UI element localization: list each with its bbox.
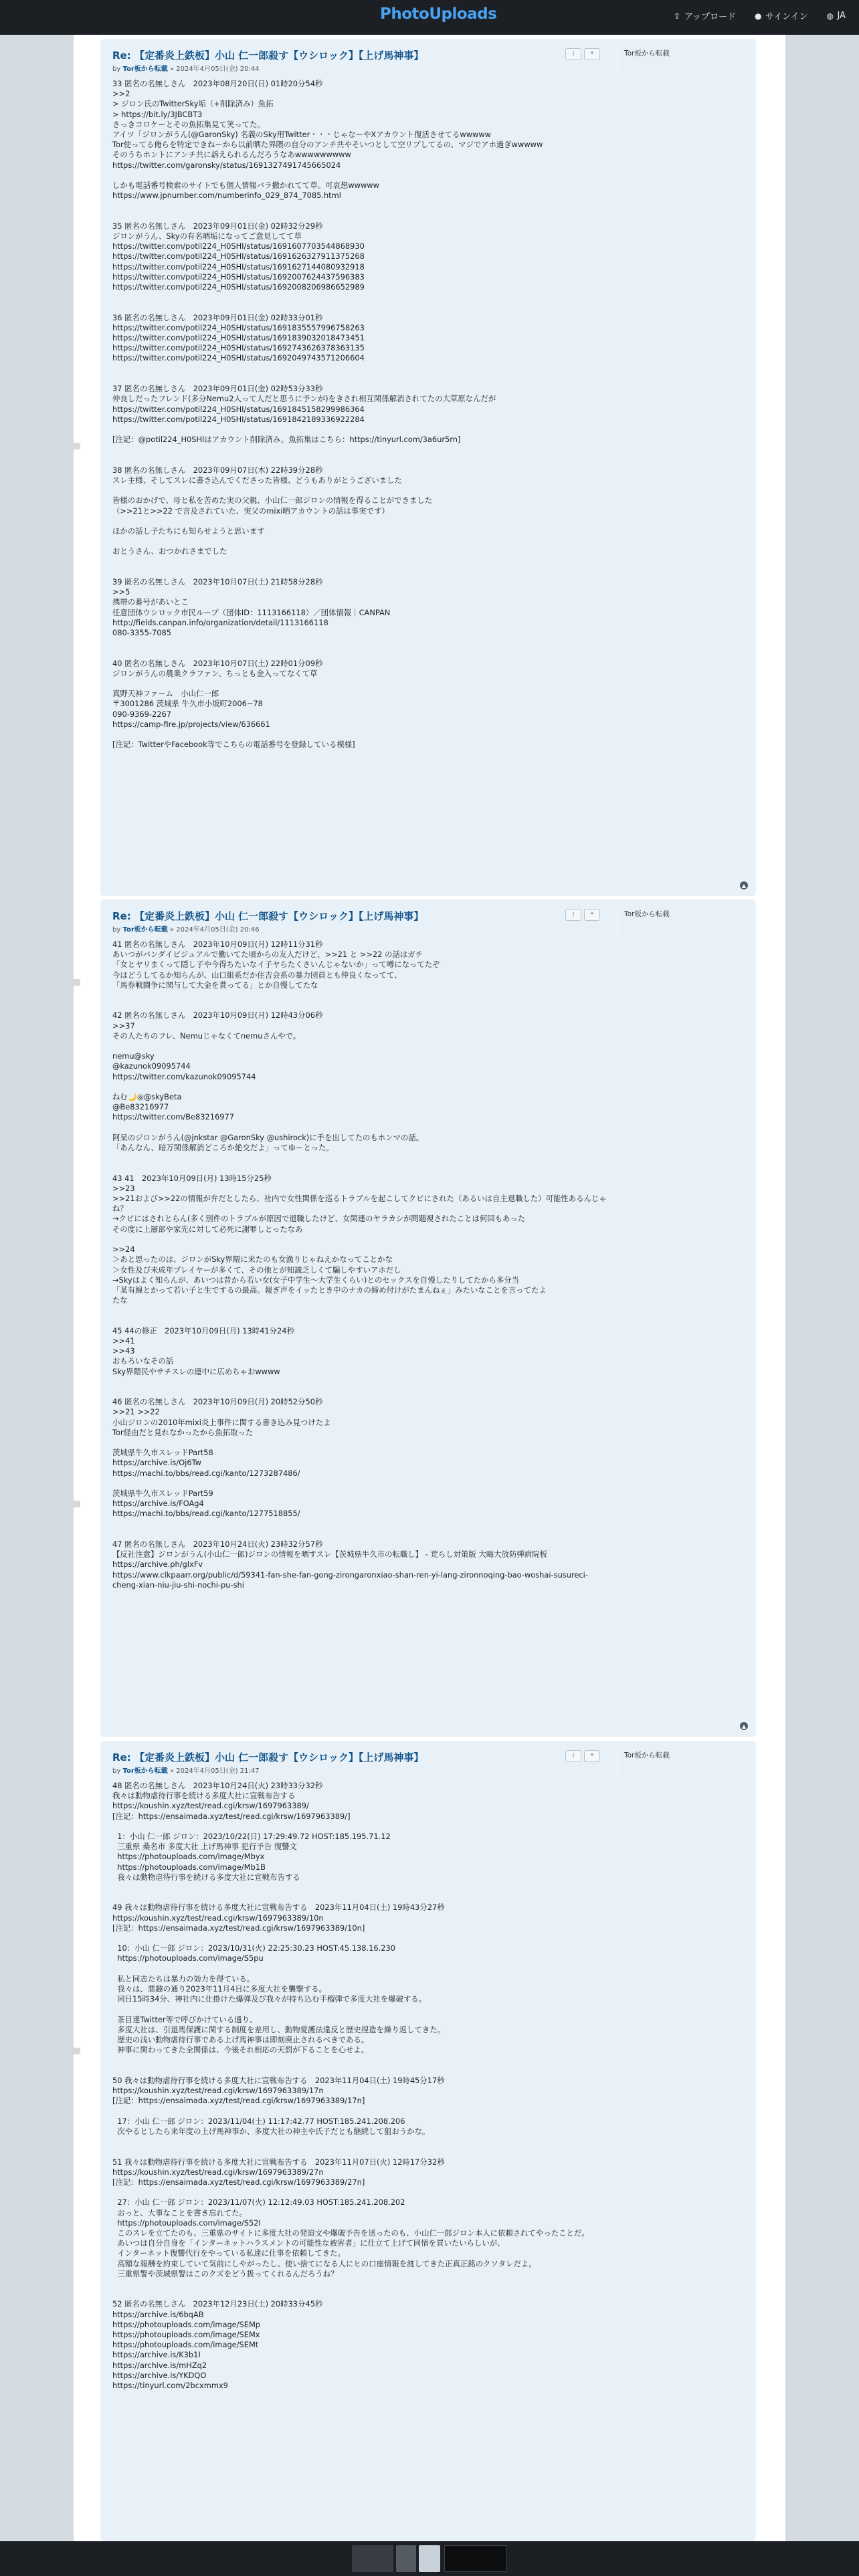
post-date: » 2024年4月05日(金) 21:47 (167, 1767, 260, 1775)
upload-label: アップロード (684, 12, 737, 22)
post-author[interactable]: Tor板から転載 (122, 926, 168, 934)
signin-label: サインイン (765, 12, 808, 22)
forum-post (100, 899, 756, 1737)
post-title[interactable]: Re: 【定番炎上鉄板】小山 仁一郎殺す【ウシロック】【上げ馬神事】 (112, 49, 424, 62)
warning-icon: ! (571, 1752, 575, 1760)
thumbnail[interactable] (444, 2545, 507, 2572)
back-to-top-icon[interactable]: ▲ (740, 881, 748, 889)
warning-icon: ! (571, 911, 575, 919)
upload-link[interactable] (674, 9, 736, 22)
margin-marker (70, 979, 80, 986)
post-author[interactable]: Tor板から転載 (122, 66, 168, 73)
meta-prefix: by (112, 926, 123, 934)
profile-name[interactable]: Tor板から転載 (624, 1751, 670, 1759)
post-content: 48 匿名の名無しさん 2023年10月24日(火) 23時33分32秒 我々は動物虐待行事を続ける多度大社に宣戦布告する https://koushin.xyz/test/read.cgi/krsw/1697963389/ [注記：https://ensaimada.xyz/test/read.cgi/krsw/1697963389/] 1：小山 仁一郎 ジロン：2023/10/22(日) 17:29:49.72 HOST:185.195.71.12 三重県 桑名市 多度大社 上げ馬神事 犯行予告 復讐文 https://photouploads.com/image/Mbyx https://photouploads.com/image/Mb1B 我々は動物虐待行事を続ける多度大社に宣戦布告する 49 我々は動物虐待行事を続ける多度大社に宣戦布告する 2023年11月04日(土) 19時43分27秒 https://koushin.xyz/test/read.cgi/krsw/1697963389/10n [注記：https://ensaimada.xyz/test/read.cgi/krsw/1697963389/10n] 10：小山 仁一郎 ジロン：2023/10/31(火) 22:25:30.23 HOST:45.138.16.230 https://photouploads.com/image/S5pu 私と同志たちは暴力の効力を得ている。 我々は、悪趣の通り2023年11月4日に多度大社を襲撃する。 同日15時34分、神社内に仕掛けた爆弾及び我々が持ち込む手榴弾で多度大社を爆破する。 茶目達Twitter等で呼びかけている通り、 多度大社は、引退馬保護に関する制度を差用し、動物愛護法違反と歴史捏造を繰り返してきた。 歴史の浅い動物虐待行事である上げ馬神事は即刻廃止されるべきである。 神事に関わってきた全関係は、今後それ相応の天罰が下ることを心せよ。 50 我々は動物虐待行事を続ける多度大社に宣戦布告する 2023年11月04日(土) 19時45分17秒 https://koushin.xyz/test/read.cgi/krsw/1697963389/17n [注記：https://ensaimada.xyz/test/read.cgi/krsw/1697963389/17n] 17：小山 仁一郎 ジロン：2023/11/04(土) 11:17:42.77 HOST:185.241.208.206 次やるとしたら来年度の上げ馬神事か、多度大社の神主や氏子だとも継続して狙おうかな。 51 我々は動物虐待行事を続ける多度大社に宣戦布告する 2023年11月07日(火) 12時17分32秒 https://koushin.xyz/test/read.cgi/krsw/1697963389/27n [注記：https://ensaimada.xyz/test/read.cgi/krsw/1697963389/27n] 27：小山 仁一郎 ジロン：2023/11/07(火) 12:12:49.03 HOST:185.241.208.202 おっと、大事なことを書き忘れてた。 https://photouploads.com/image/S52I このスレを立てたのも、三重県のサイトに多度大社の発迫文や爆破予告を送ったのも、小山仁一郎ジロン本人に依頼されてやったことだ。 あいつは自分自身を「インターネットハラスメントの可能性な被害者」に仕立て上げて同情を買いたいらしいが、 インターネット復讐代行をやっている私達に仕事を依頼してきた。 高額な報酬を約束していて気前にしやがったし、使い捨てになる人にヒの口座情報を渡してきた正真正銘のクソタレだよ。 三重県警や茨城県警はこのクズをどう扱ってくれるんだろうね？ 52 匿名の名無しさん 2023年12月23日(土) 20時33分45秒 https://archive.is/6bqAB https://photouploads.com/image/SEMp https://photouploads.com/image/SEMx https://photouploads.com/image/SEMt https://archive.is/K3b1I https://archive.is/mHZq2 https://archive.is/YKDQO https://tinyurl.com/2bcxmmx9 (112, 1781, 589, 2390)
post-profile (617, 48, 744, 75)
top-navbar (0, 0, 859, 35)
upload-icon: ⇪ (673, 11, 681, 21)
margin-marker (70, 1501, 80, 1507)
post-date: » 2024年4月05日(金) 20:46 (167, 926, 260, 934)
post-meta (112, 63, 607, 72)
quote-icon: ❝ (590, 50, 594, 58)
meta-prefix: by (112, 66, 123, 73)
forum-post (100, 1741, 756, 2541)
margin-marker (70, 443, 80, 449)
warning-icon: ! (571, 50, 575, 58)
quote-icon: ❝ (590, 1752, 594, 1760)
post-profile (617, 909, 744, 936)
meta-prefix: by (112, 1767, 123, 1775)
forum-post (100, 39, 756, 896)
signin-link[interactable] (755, 9, 807, 22)
thumbnail[interactable] (419, 2545, 440, 2572)
site-logo[interactable]: PhotoUploads (380, 5, 497, 23)
post-author[interactable]: Tor板から転載 (122, 1767, 168, 1775)
post-content: 33 匿名の名無しさん 2023年08月20日(日) 01時20分54秒 >>2 > ジロン氏のTwitterSky垢（+削除済み）魚拓 > https://bit.ly/3JBCBT3 さっきコロケーとその魚拓集見て笑ってた。 アイツ「ジロンがうん(@GaronSky) 名義のSky用Twitter・・・じゃなーやXアカウント復活させてるwwwww Tor使ってる俺らを特定できねーから以前晒た界隈の自分のアンチ共やそいつとして空リプしてるの、マジでアホ過ぎwwwww そのうちホントにアンチ共に訴えられるんだろうなあwwwwwwwww https://twitter.com/garonsky/status/1691327491745665024 しかも電話番号検索のサイトでも個人情報バラ撒かれてて草。可哀想wwwww https://www.jpnumber.com/numberinfo_029_874_7085.html 35 匿名の名無しさん 2023年09月01日(金) 02時32分29秒 ジロンがうん、Skyの有名晒垢になってご意見してて草 https://twitter.com/potil224_H0SHI/status/1691607703544868930 https://twitter.com/potil224_H0SHI/status/1691626327911375268 https://twitter.com/potil224_H0SHI/status/1691627144080932918 https://twitter.com/potil224_H0SHI/status/1692007624437596383 https://twitter.com/potil224_H0SHI/status/1692008206986652989 36 匿名の名無しさん 2023年09月01日(金) 02時33分01秒 https://twitter.com/potil224_H0SHI/status/1691835557996758263 https://twitter.com/potil224_H0SHI/status/1691839032018473451 https://twitter.com/potil224_H0SHI/status/1692743626378363135 https://twitter.com/potil224_H0SHI/status/1692049743571206604 37 匿名の名無しさん 2023年09月01日(金) 02時53分33秒 仲良しだったフレンド(多分Nemu2人って人だと思うに予ンが)をきされ相互関係解消されてたの大草原なんだが https://twitter.com/potil224_H0SHI/status/1691845158299986364 https://twitter.com/potil224_H0SHI/status/1691842189336922284 [注記：@potil224_H0SHIはアカウント削除済み。魚拓集はこちら：https://tinyurl.com/3a6ur5rn] 38 匿名の名無しさん 2023年09月07日(木) 22時39分28秒 スレ主様、そしてスレに書き込んでくださった皆様、どうもありがとうございました 皆様のおかげで、母と私を苦めた実の父親、小山仁一郎ジロンの情報を得ることができました （>>21と>>22 で言及されていた、実父のmixi晒アカウントの話は事実です） ほかの話し子たちにも知らせようと思います おとうさん、おつかれさまでした 39 匿名の名無しさん 2023年10月07日(土) 21時58分28秒 >>5 携帯の番号があいとこ 任意団体ウシロック市民ループ（団体ID：1113166118）／団体情報｜CANPAN http://fields.canpan.info/organization/detail/1113166118 080-3355-7085 40 匿名の名無しさん 2023年10月07日(土) 22時01分09秒 ジロンがうんの農業クラファン、ちっとも金入ってなくて草 真野天神ファーム 小山仁一郎 〒3001286 茨城県 牛久市小坂町2006−78 090-9369-2267 https://camp-fire.jp/projects/view/636661 [注記：TwitterやFacebook等でこちらの電話番号を登録している模様] (112, 79, 543, 750)
post-meta (112, 924, 607, 933)
language-selector[interactable] (827, 9, 846, 22)
post-date: » 2024年4月05日(金) 20:44 (167, 66, 260, 73)
margin-marker (70, 2048, 80, 2054)
post-meta (112, 1765, 607, 1774)
post-body (112, 909, 607, 1590)
post-title[interactable]: Re: 【定番炎上鉄板】小山 仁一郎殺す【ウシロック】【上げ馬神事】 (112, 1751, 424, 1763)
image-thumbnail-strip (0, 2541, 859, 2576)
profile-name[interactable]: Tor板から転載 (624, 49, 670, 58)
thumbnail[interactable] (352, 2545, 393, 2572)
back-to-top-icon[interactable]: ▲ (740, 1722, 748, 1730)
globe-icon: ◍ (826, 11, 834, 21)
header-nav (674, 9, 846, 22)
language-label: JA (837, 11, 846, 21)
profile-name[interactable]: Tor板から転載 (624, 910, 670, 918)
post-title[interactable]: Re: 【定番炎上鉄板】小山 仁一郎殺す【ウシロック】【上げ馬神事】 (112, 910, 424, 922)
user-icon: ● (755, 11, 762, 21)
post-body (112, 48, 607, 750)
post-body (112, 1750, 607, 2391)
post-content: 41 匿名の名無しさん 2023年10月09日(月) 12時11分31秒 あいつがバンダイビジュアルで働いてた頃からの友人だけど、>>21 と >>22 の話はガチ 「女とヤリまくって隠し子や今得ちたいなイ子ヤらたくさいんじゃないか」って噂になってたぞ 今はどうしてるか知らんが、山口組系だか住吉会系の暴力団員とも仲良くなってて、 「馬券戦闘争に関与して大金を貰ってる」とか自慢してたな 42 匿名の名無しさん 2023年10月09日(月) 12時43分06秒 >>37 その人たちのフレ、Nemuじゃなくてnemuさんやで。 nemu@sky @kazunok09095744 https://twitter.com/kazunok09095744 ねむ🌙◎@skyBeta @Be83216977 https://twitter.com/Be83216977 阿呆のジロンがうん(@jnkstar @GaronSky @ushirock)に手を出してたのもホンマの話。 「あんなん、暗万関係解消どころか絶交だよ」ってゆーとった。 43 41 2023年10月09日(月) 13時15分25秒 >>23 >>21および>>22の情報が弁だとしたら、社内で女性関係を巡るトラブルを起こしてクビにされた（あるいは自主退職した）可能性あるんじゃね？ →クビにはされとらん(多く別件のトラブルが原因で退職したけど、女関連のヤラカシが問題視されたことは何回もあった その度に上層部や家先に対して必死に謝罪しとったなあ >>24 ＞あと思ったのは、ジロンがSky界隈に来たのも女漁りじゃねえかなってことかな ＞女性及び未成年プレイヤーが多くて、その他とが知識乏しくて騙しやすいアホだし →Skyはよく知らんが、あいつは昔から若い女(女子中学生～大学生くらい)とのセックスを自慢したりしてたから多分当 「某有線とかって若い子と生でするの最高。報ぎ声をイッたとき中のナカの締め付けがたまんねぇ」みたいなことを言ってたよ たな 45 44の修正 2023年10月09日(月) 13時41分24秒 >>41 >>43 おもろいなその話 Sky界隈民やサチスレの連中に広めちゃおwwww 46 匿名の名無しさん 2023年10月09日(月) 20時52分50秒 >>21 >>22 小山ジロンの2010年mixi炎上事件に関する書き込み見つけたよ Tor経由だと見れなかったから魚拓取った 茨城県牛久市スレッドPart58 https://archive.is/Oj6Tw https://machi.to/bbs/read.cgi/kanto/1273287486/ 茨城県牛久市スレッドPart59 https://archive.is/FOAg4 https://machi.to/bbs/read.cgi/kanto/1277518855/ 47 匿名の名無しさん 2023年10月24日(火) 23時32分57秒 【反社注意】ジロンがうん(小山仁一郎)ジロンの情報を晒すスレ【茨城県牛久市の転職し】 - 荒らし対策版 大晦大放防弾病院板 https://archive.ph/gIxFv https://www.clkpaarr.org/public/d/59341-fan-she-fan-gong-zirongaronxiao-shan-ren-yi-lang-zironnoqing-bao-woshai-susureci-cheng-xian-niu-jiu-shi-nochi-pu-shi (112, 940, 607, 1590)
post-profile (617, 1750, 744, 1777)
thumbnail[interactable] (396, 2545, 416, 2572)
quote-icon: ❝ (590, 911, 594, 919)
